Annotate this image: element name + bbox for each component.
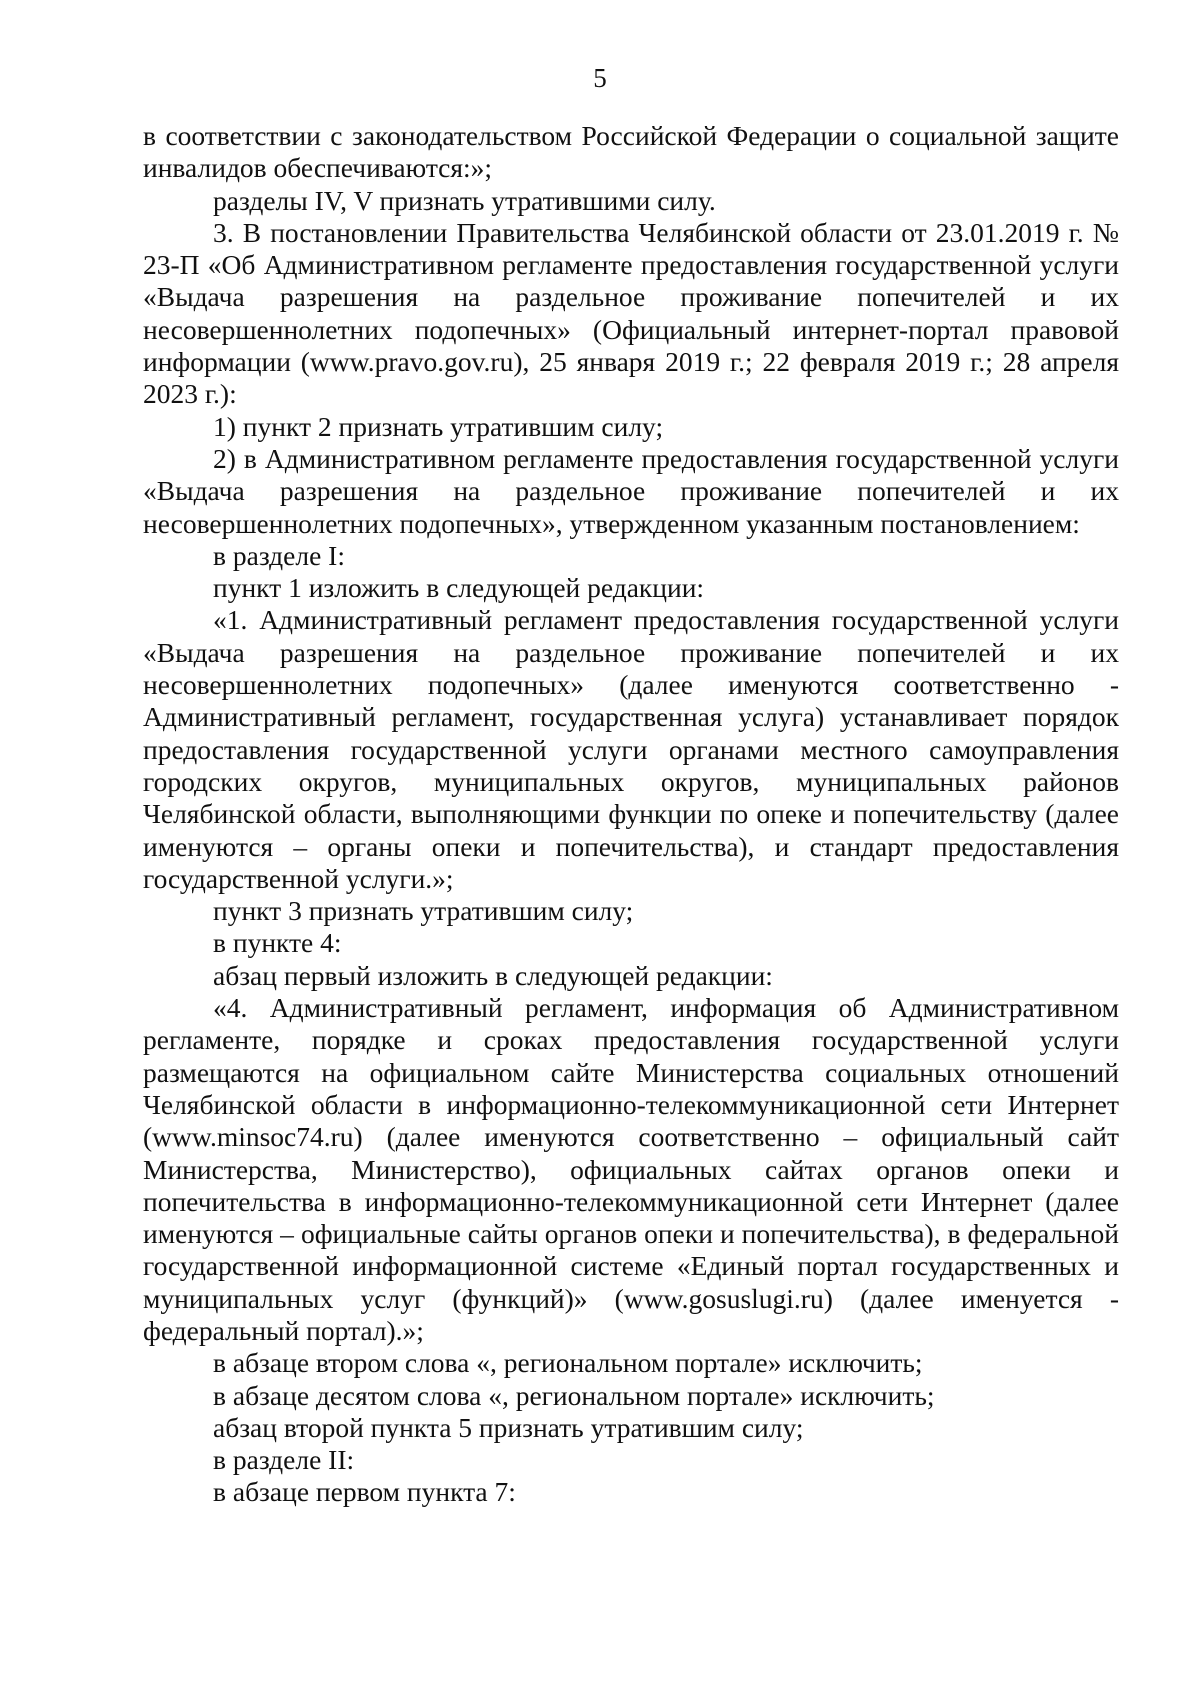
- paragraph-15: абзац второй пункта 5 признать утратившим силу;: [213, 1411, 804, 1443]
- paragraph-13: в абзаце втором слова «, региональном портале» исключить;: [213, 1347, 923, 1379]
- paragraph-5: 2) в Административном регламенте предоставления государственной услуги «Выдача разрешения на раздельное проживание попечителей и их несовершеннолетних подопечных», утвержденном указанным постановлением:: [143, 442, 1119, 539]
- paragraph-8: «1. Административный регламент предоставления государственной услуги «Выдача разрешения на раздельное проживание попечителей и их несовершеннолетних подопечных» (далее именуются соответственно - Административный регламент, государственная услуга) устанавливает порядок предоставления государственной услуги органами местного самоуправления городских округов, муниципальных округов, муниципальных районов Челябинской области, выполняющими функции по опеке и попечительству (далее именуются – органы опеки и попечительства), и стандарт предоставления государственной услуги.»;: [143, 604, 1119, 894]
- page-number: 5: [593, 63, 607, 93]
- paragraph-12: «4. Административный регламент, информация об Административном регламенте, порядке и сроках предоставления государственной услуги размещаются на официальном сайте Министерства социальных отношений Челябинской области в информационно-телекоммуникационной сети Интернет (www.minsoc74.ru) (далее именуются соответственно – официальный сайт Министерства, Министерство), официальных сайтах органов опеки и попечительства в информационно-телекоммуникационной сети Интернет (далее именуются – официальные сайты органов опеки и попечительства), в федеральной государственной информационной системе «Единый портал государственных и муниципальных услуг (функций)» (www.gosuslugi.ru) (далее именуется - федеральный портал).»;: [143, 992, 1119, 1346]
- paragraph-16: в разделе II:: [213, 1444, 355, 1476]
- paragraph-9: пункт 3 признать утратившим силу;: [213, 895, 634, 927]
- paragraph-4: 1) пункт 2 признать утратившим силу;: [213, 410, 664, 442]
- paragraph-1: в соответствии с законодательством Российской Федерации о социальной защите инвалидов обеспечиваются:»;: [143, 120, 1119, 184]
- paragraph-14: в абзаце десятом слова «, региональном портале» исключить;: [213, 1379, 935, 1411]
- paragraph-2: разделы IV, V признать утратившими силу.: [213, 184, 716, 216]
- paragraph-17: в абзаце первом пункта 7:: [213, 1476, 516, 1508]
- paragraph-10: в пункте 4:: [213, 927, 342, 959]
- document-body: [143, 120, 1119, 1509]
- paragraph-3: 3. В постановлении Правительства Челябинской области от 23.01.2019 г. № 23-П «Об Административном регламенте предоставления государственной услуги «Выдача разрешения на раздельное проживание попечителей и их несовершеннолетних подопечных» (Официальный интернет-портал правовой информации (www.pravo.gov.ru), 25 января 2019 г.; 22 февраля 2019 г.; 28 апреля 2023 г.):: [143, 216, 1119, 410]
- paragraph-11: абзац первый изложить в следующей редакции:: [213, 959, 773, 991]
- paragraph-7: пункт 1 изложить в следующей редакции:: [213, 572, 705, 604]
- paragraph-6: в разделе I:: [213, 539, 345, 571]
